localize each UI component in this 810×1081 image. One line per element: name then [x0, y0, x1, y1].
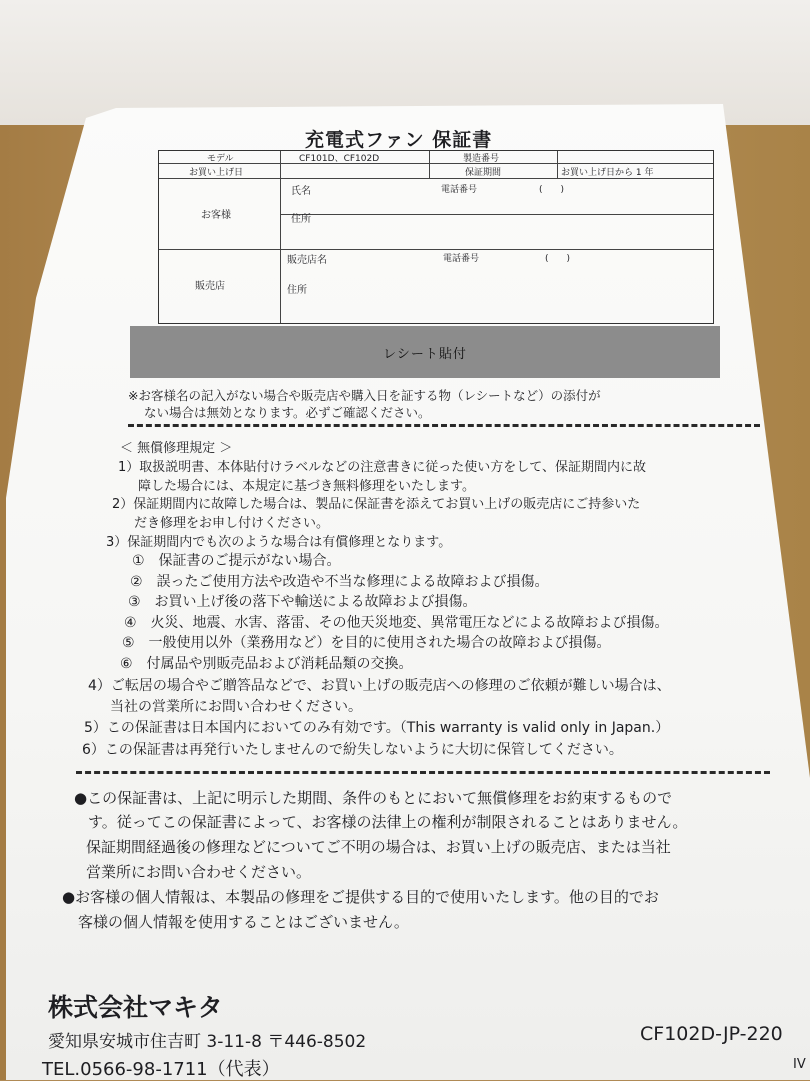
store-phone-label: 電話番号: [443, 254, 480, 264]
form-rule: [280, 151, 281, 323]
store-address-label: 住所: [287, 285, 307, 296]
dashed-divider: [128, 424, 760, 427]
company-address: 愛知県安城市住吉町 3-11-8 〒446-8502: [48, 1032, 367, 1052]
period-label: 保証期間: [465, 168, 502, 178]
company-tel: TEL.0566-98-1711（代表）: [42, 1059, 280, 1080]
statement-line: す。従ってこの保証書によって、お客様の法律上の権利が制限されることはありません。: [88, 813, 688, 831]
rule-line: 6）この保証書は再発行いたしませんので紛失しないように大切に保管してください。: [82, 742, 623, 758]
document-code-suffix: IV: [793, 1057, 806, 1072]
receipt-label: レシート貼付: [383, 346, 467, 362]
rule-line: ④ 火災、地震、水害、落雷、その他天災地変、異常電圧などによる故障および損傷。: [124, 615, 669, 631]
statement-line: ●この保証書は、上記に明示した期間、条件のもとにおいて無償修理をお約束するもので: [74, 789, 673, 807]
rule-line: 当社の営業所にお問い合わせください。: [110, 699, 362, 715]
address-label: 住所: [291, 214, 311, 225]
purchase-date-label: お買い上げ日: [189, 168, 244, 178]
statement-line: ●お客様の個人情報は、本製品の修理をご提供する目的で使用いたします。他の目的でお: [62, 888, 659, 906]
model-value: CF101D、CF102D: [299, 154, 380, 164]
rule-line: ⑤ 一般使用以外（業務用など）を目的に使用された場合の故障および損傷。: [122, 635, 611, 651]
name-label: 氏名: [291, 186, 311, 197]
rule-line: ⑥ 付属品や別販売品および消耗品類の交換。: [120, 656, 413, 672]
form-rule: [557, 151, 558, 178]
dashed-divider: [76, 771, 770, 774]
rule-line: 4）ご転居の場合やご贈答品などで、お買い上げの販売店への修理のご依頼が難しい場合は、: [88, 678, 671, 694]
document-code: CF102D-JP-220: [640, 1023, 783, 1045]
form-rule: [159, 249, 713, 250]
company-name: 株式会社マキタ: [48, 993, 223, 1022]
rule-line: ③ お買い上げ後の落下や輸送による故障および損傷。: [128, 594, 477, 610]
rule-line: 5）この保証書は日本国内においてのみ有効です。（This warranty is valid only in Japan.）: [84, 720, 670, 736]
receipt-area: [130, 326, 720, 378]
rule-line: 2）保証期間内に故障した場合は、製品に保証書を添えてお買い上げの販売店にご持参いた: [112, 497, 641, 512]
notice-line: ※お客様名の記入がない場合や販売店や購入日を証する物（レシートなど）の添付が: [128, 388, 601, 403]
statement-line: 保証期間経過後の修理などについてご不明の場合は、お買い上げの販売店、または当社: [86, 838, 671, 856]
serial-label: 製造番号: [463, 154, 500, 164]
notice-line: ない場合は無効となります。必ずご確認ください。: [144, 405, 431, 420]
store-name-label: 販売店名: [287, 255, 327, 266]
rule-line: 3）保証期間内でも次のような場合は有償修理となります。: [106, 535, 452, 550]
form-rule: [429, 151, 430, 178]
store-label: 販売店: [195, 281, 225, 292]
rules-heading: ＜ 無償修理規定 ＞: [120, 441, 233, 456]
rule-line: ① 保証書のご提示がない場合。: [132, 553, 341, 569]
model-label: モデル: [207, 154, 234, 164]
phone-paren: ( ): [539, 185, 565, 195]
rule-line: 障した場合には、本規定に基づき無料修理をいたします。: [138, 479, 475, 494]
customer-label: お客様: [201, 210, 231, 221]
warranty-form: [158, 150, 714, 324]
statement-line: 客様の個人情報を使用することはございません。: [78, 913, 409, 931]
statement-line: 営業所にお問い合わせください。: [86, 863, 312, 881]
form-rule: [280, 214, 713, 215]
store-phone-paren: ( ): [545, 254, 571, 264]
form-rule: [159, 163, 713, 164]
document-title: 充電式ファン 保証書: [305, 129, 493, 151]
rule-line: だき修理をお申し付けください。: [134, 516, 330, 531]
form-rule: [159, 178, 713, 179]
rule-line: ② 誤ったご使用方法や改造や不当な修理による故障および損傷。: [130, 574, 549, 590]
period-value: お買い上げ日から 1 年: [561, 168, 654, 178]
phone-label: 電話番号: [441, 185, 478, 195]
rule-line: 1）取扱説明書、本体貼付けラベルなどの注意書きに従った使い方をして、保証期間内に故: [118, 460, 647, 475]
